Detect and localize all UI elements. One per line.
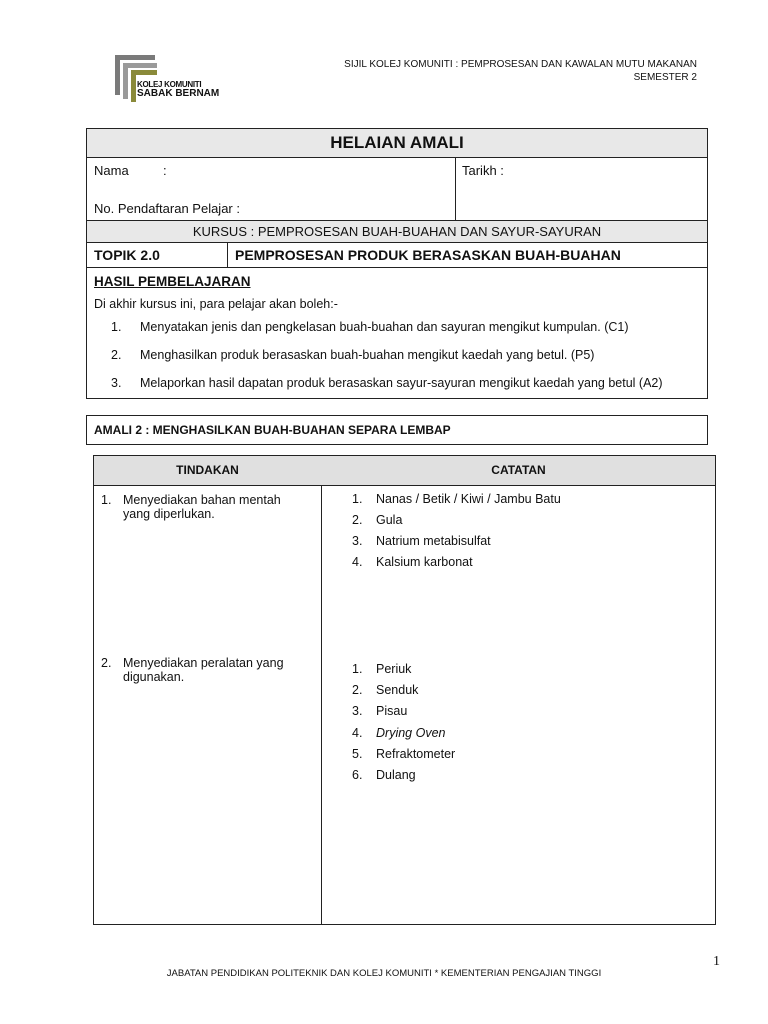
nama-colon: : xyxy=(163,163,167,178)
outcome-item: 2. Menghasilkan produk berasaskan buah-buahan mengikut kaedah yang betul. (P5) xyxy=(111,348,595,362)
ingredient-item: 4. Kalsium karbonat xyxy=(352,555,473,569)
table-header xyxy=(94,456,715,486)
ingredient-item: 3. Natrium metabisulfat xyxy=(352,534,491,548)
course-title: KURSUS : PEMPROSESAN BUAH-BUAHAN DAN SAYUR-SAYURAN xyxy=(87,221,707,243)
page-number: 1 xyxy=(713,954,720,969)
outcome-item: 1. Menyatakan jenis dan pengkelasan buah-buahan dan sayuran mengikut kumpulan. (C1) xyxy=(111,320,629,334)
nama-label: Nama xyxy=(94,163,129,178)
step-prepare-equipment: 2. Menyediakan peralatan yang digunakan. xyxy=(101,656,284,684)
document-header xyxy=(344,58,697,84)
equipment-item: 3. Pisau xyxy=(352,704,408,718)
page-footer: JABATAN PENDIDIKAN POLITEKNIK DAN KOLEJ KOMUNITI * KEMENTERIAN PENGAJIAN TINGGI xyxy=(166,968,602,979)
header-semester: SEMESTER 2 xyxy=(633,72,697,83)
logo-line2: SABAK BERNAM xyxy=(137,88,220,99)
topic-row xyxy=(87,243,707,268)
topic-title: PEMPROSESAN PRODUK BERASASKAN BUAH-BUAHAN xyxy=(235,247,621,263)
equipment-item: 1. Periuk xyxy=(352,662,412,676)
pendaftaran-label: No. Pendaftaran Pelajar : xyxy=(94,201,240,216)
info-table xyxy=(86,128,708,399)
ingredient-item: 2. Gula xyxy=(352,513,403,527)
practical-table xyxy=(93,455,716,925)
outcomes-heading: HASIL PEMBELAJARAN xyxy=(94,274,251,289)
outcomes-intro: Di akhir kursus ini, para pelajar akan boleh:- xyxy=(94,297,338,311)
col-catatan: CATATAN xyxy=(491,463,546,477)
step-prepare-ingredients: 1. Menyediakan bahan mentah yang diperlukan. xyxy=(101,493,281,521)
practical-title: AMALI 2 : MENGHASILKAN BUAH-BUAHAN SEPARA LEMBAP xyxy=(86,415,708,445)
form-title: HELAIAN AMALI xyxy=(87,129,707,158)
equipment-item: 5. Refraktometer xyxy=(352,747,456,761)
kolej-komuniti-logo xyxy=(115,55,240,105)
student-details-row xyxy=(87,158,707,221)
ingredient-item: 1. Nanas / Betik / Kiwi / Jambu Batu xyxy=(352,492,561,506)
header-program: SIJIL KOLEJ KOMUNITI : PEMPROSESAN DAN KAWALAN MUTU MAKANAN xyxy=(344,59,697,70)
learning-outcomes xyxy=(87,268,707,398)
outcome-item: 3. Melaporkan hasil dapatan produk berasaskan sayur-sayuran mengikut kaedah yang betul (A2) xyxy=(111,376,663,390)
equipment-item: 4. Drying Oven xyxy=(352,726,446,740)
topic-label: TOPIK 2.0 xyxy=(94,247,160,263)
tarikh-label: Tarikh : xyxy=(462,163,504,178)
col-tindakan: TINDAKAN xyxy=(176,463,239,477)
equipment-item: 2. Senduk xyxy=(352,683,419,697)
logo-line1: KOLEJ KOMUNITI xyxy=(137,80,202,89)
equipment-item: 6. Dulang xyxy=(352,768,416,782)
